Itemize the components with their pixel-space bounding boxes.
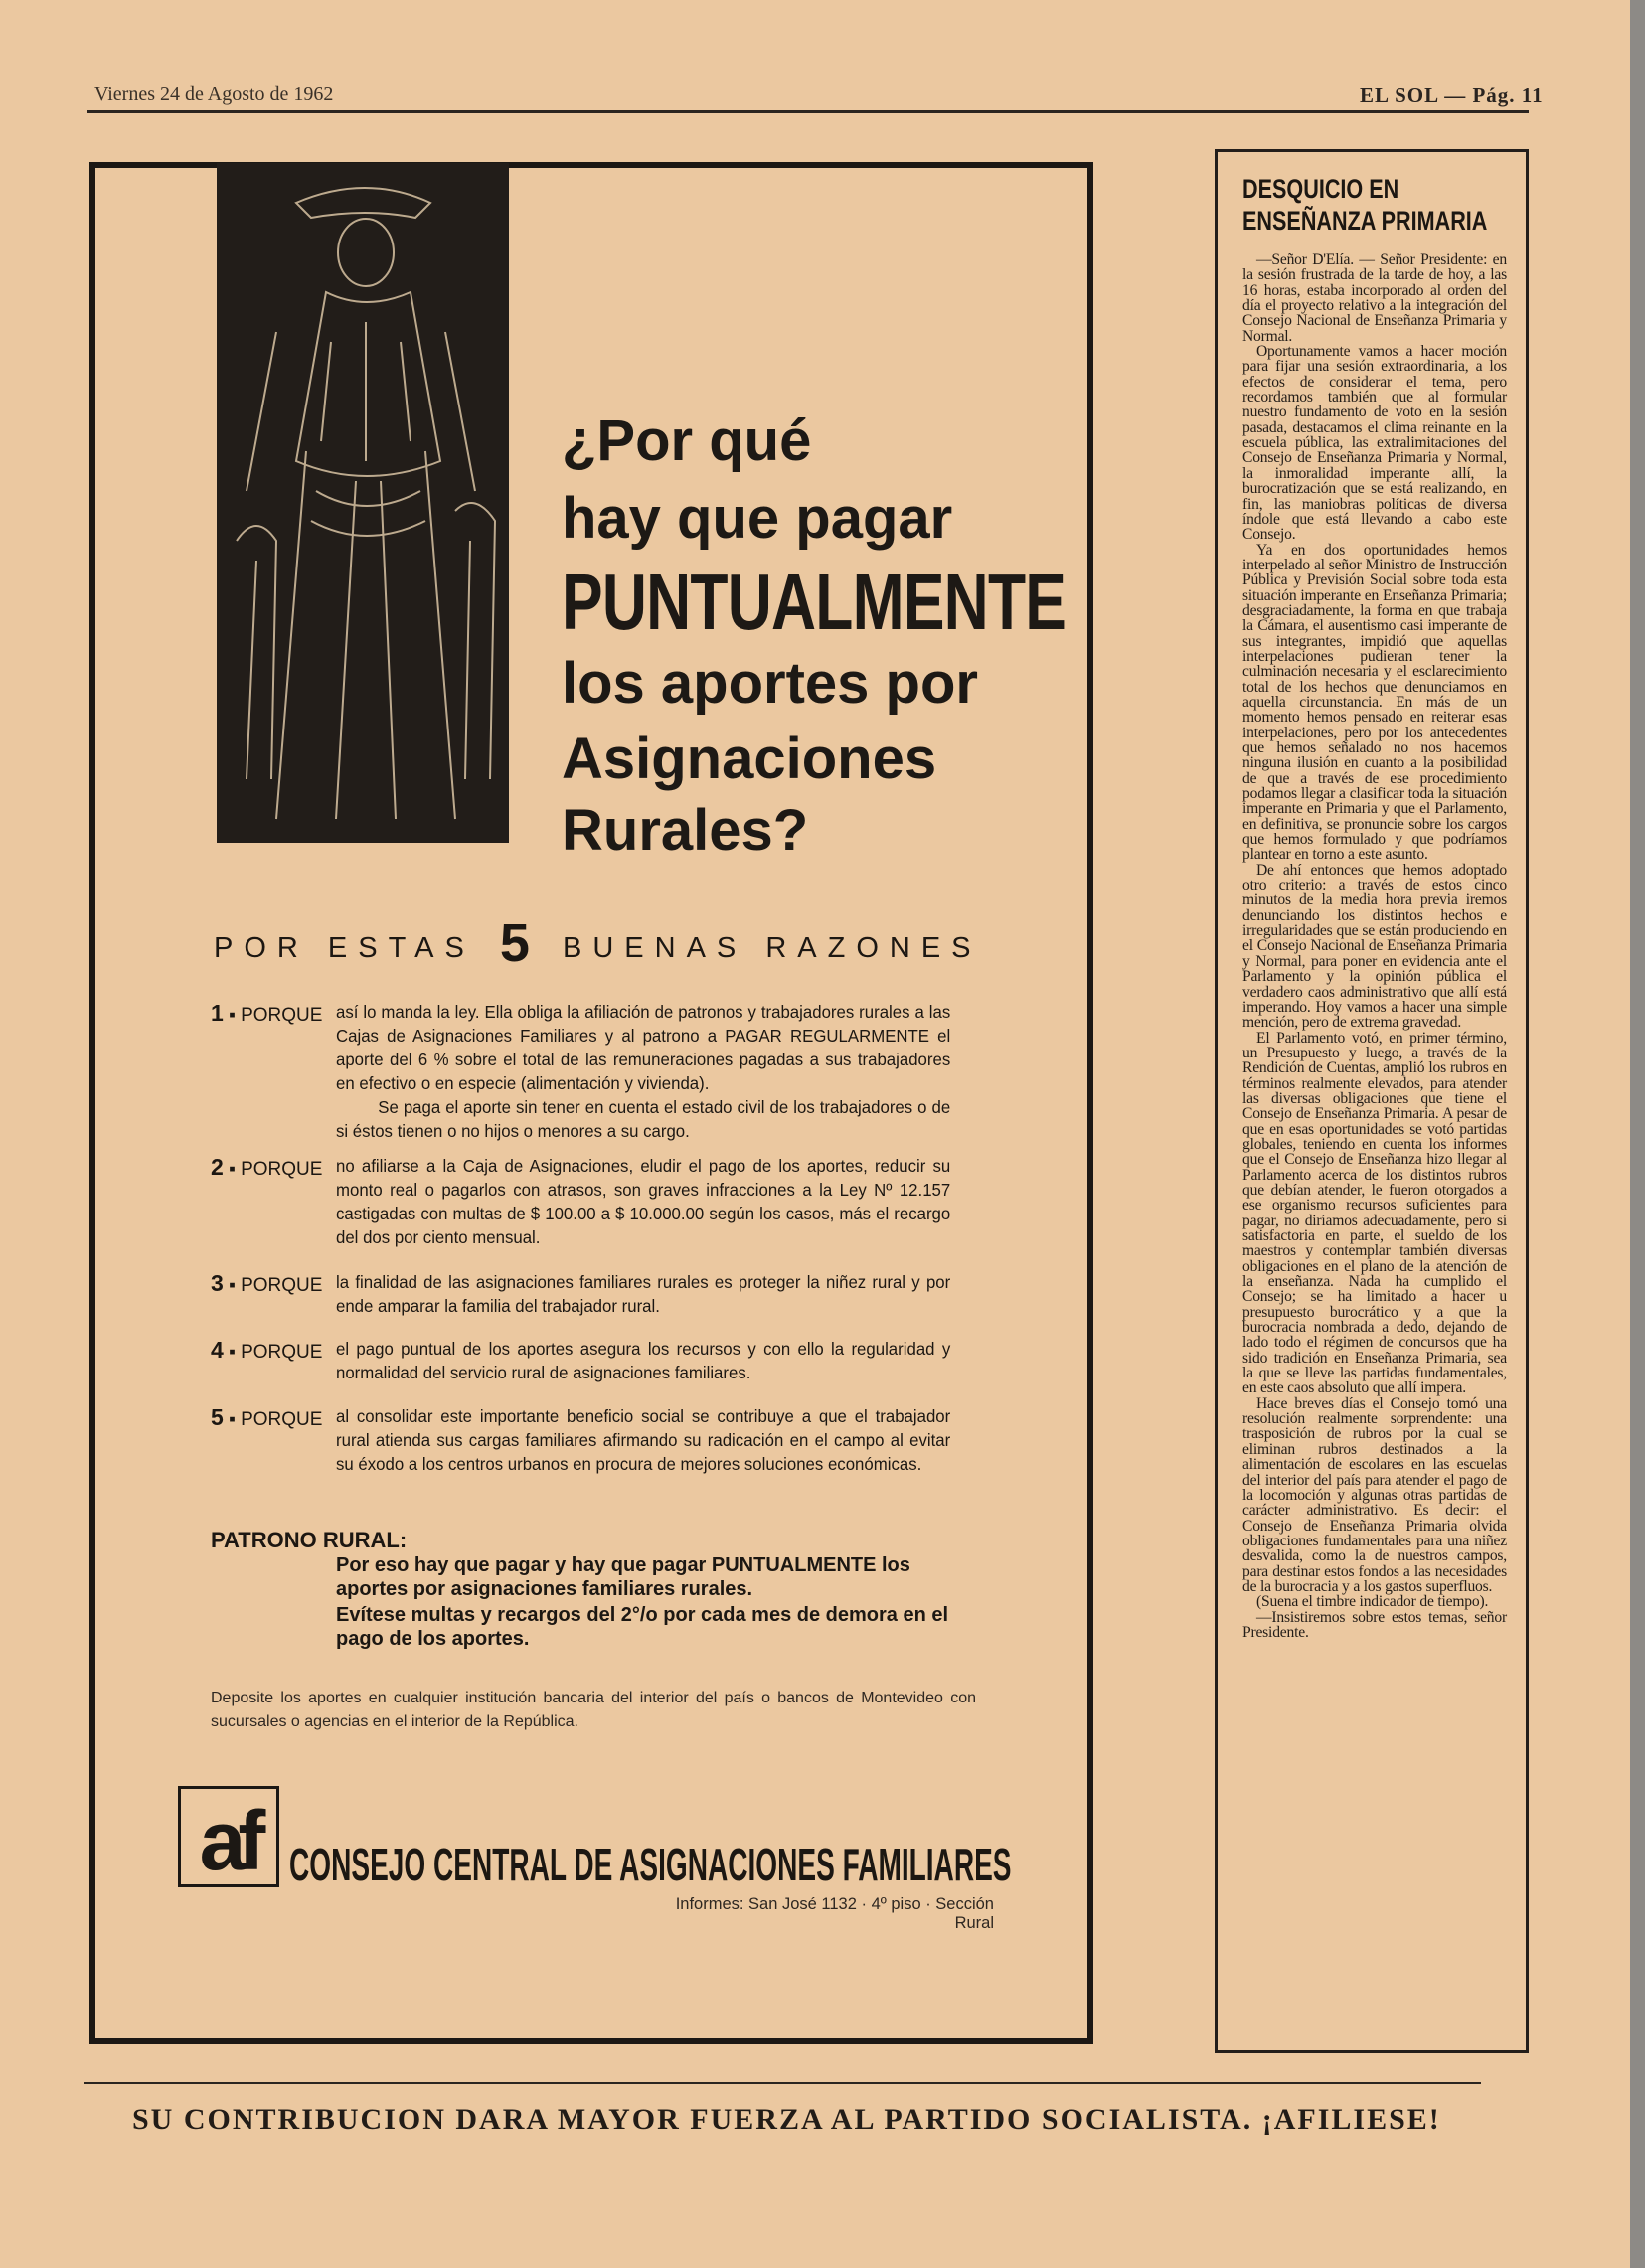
gaucho-woodcut-illustration — [217, 163, 509, 843]
article-paragraph: Ya en dos oportunidades hemos interpelado al señor Ministro de Instrucción Pública y Previsión Social sobre toda esta situación imperante en Enseñanza Primaria; desgraciadamente, la forma en que trabaja la Cámara, el ausentismo casi imperante de sus integrantes, impidió que aquellas interpelaciones pudieran tener la culminación necesaria y el esclarecimiento total de los hechos que denunciamos en aquella circunstancia. En más de un momento hemos pensado en reiterar esas interpelaciones, pero por los antecedentes que hemos señalado no nos hacemos ninguna ilusión en cuanto a la posibilidad de que a través de ese procedimiento podamos llegar a clasificar toda la situación imperante en Primaria y que el Parlamento, en definitiva, se pronuncie sobre los cargos que hemos formulado y que podríamos plantear en torno a este asunto. — [1242, 541, 1507, 864]
article-title — [1242, 173, 1487, 237]
reason-text: la finalidad de las asignaciones familiares rurales es proteger la niñez rural y por ende amparar la familia del trabajador rural. — [336, 1272, 951, 1316]
article-paragraph: —Insistiremos sobre estos temas, señor Presidente. — [1242, 1608, 1507, 1641]
article-title-line: DESQUICIO EN — [1242, 174, 1399, 204]
footer-slogan: SU CONTRIBUCION DARA MAYOR FUERZA AL PARTIDO SOCIALISTA. ¡AFILIESE! — [132, 2103, 1441, 2136]
reason-label: PORQUE — [241, 1409, 323, 1430]
patrono-text: Por eso hay que pagar y hay que pagar PUNTUALMENTE los aportes por asignaciones familiares rurales. — [336, 1554, 910, 1600]
patrono-rural-label: PATRONO RURAL: — [211, 1528, 408, 1552]
reason-item: 2 ▪ PORQUE no afiliarse a la Caja de Asignaciones, eludir el pago de los aportes, reducir su monto real o pagarlos con atrasos, son graves infracciones a la Ley Nº 12.157 castigadas con multas de $ 100.00 a $ 10.000.00 según los casos, más el recargo del dos por ciento mensual. — [211, 1154, 951, 1247]
reason-label: PORQUE — [241, 1159, 323, 1180]
article-paragraph: (Suena el timbre indicador de tiempo). — [1256, 1593, 1489, 1611]
article-paragraph: —Señor D'Elía. — Señor Presidente: en la sesión frustrada de la tarde de hoy, a las 16 horas, estaba incorporado al orden del día el proyecto relativo a la integración del Consejo Nacional de Enseñanza Primaria y Normal. — [1242, 251, 1507, 345]
article-title-line: ENSEÑANZA PRIMARIA — [1242, 206, 1488, 236]
caf-logo — [178, 1786, 279, 1887]
ad-headline-line: Asignaciones — [562, 727, 937, 791]
reason-item: 1 ▪ PORQUE así lo manda la ley. Ella obliga la afiliación de patronos y trabajadores rurales a las Cajas de Asignaciones Familiares y al patrono a PAGAR REGULARMENTE el aporte del 6 % sobre el total de las remuneraciones pagadas a sus trabajadores en efectivo o en especie (alimentación y vivienda). Se paga el aporte sin tener en cuenta el estado civil de los trabajadores o de si éstos tienen o no hijos o menores a su cargo. — [211, 1000, 951, 1141]
article-paragraph: Hace breves días el Consejo tomó una resolución realmente sorprendente: una trasposición de rubros por la cual se eliminan rubros destinados a la alimentación de escolares en las escuelas del interior del país para atender el pago de la locomoción y algunas otras partidas de carácter administrativo. Es decir: el Consejo de Enseñanza Primaria olvida obligaciones fundamentales para una niñez desvalida, como la de nuestros campos, para destinar estos fondos a las necesidades de la burocracia y a los gastos superfluos. — [1242, 1394, 1507, 1595]
ad-headline-line: los aportes por — [562, 651, 978, 716]
reason-text: Se paga el aporte sin tener en cuenta el estado civil de los trabajadores o de si éstos tienen o no hijos o menores a su cargo. — [336, 1097, 951, 1141]
reason-item: 3 ▪ PORQUE la finalidad de las asignaciones familiares rurales es proteger la niñez rural y por ende amparar la familia del trabajador rural. — [211, 1270, 951, 1316]
ad-headline-line: hay que pagar — [562, 486, 953, 551]
ad-headline-line: ¿Por qué — [562, 408, 812, 473]
article-body — [1242, 252, 1507, 1640]
ad-headline-line: Rurales? — [562, 798, 809, 863]
reason-text: así lo manda la ley. Ella obliga la afiliación de patronos y trabajadores rurales a las Cajas de Asignaciones Familiares y al patrono a PAGAR REGULARMENTE el aporte del 6 % sobre el total de las remuneraciones pagadas a sus trabajadores en efectivo o en especie (alimentación y vivienda). — [336, 1002, 951, 1093]
reason-label: PORQUE — [241, 1005, 323, 1026]
reason-number: 1 — [211, 1000, 224, 1026]
reason-number: 2 — [211, 1154, 224, 1180]
reason-number: 4 — [211, 1337, 224, 1363]
patrono-text: Evítese multas y recargos del 2°/o por cada mes de demora en el pago de los aportes. — [336, 1604, 949, 1650]
organization-name: CONSEJO CENTRAL DE ASIGNACIONES FAMILIARES — [289, 1839, 1012, 1890]
article-paragraph: De ahí entonces que hemos adoptado otro criterio: a través de estos cinco minutos de la media hora previa iremos denunciando los distintos hechos e irregularidades que se están produciendo en el Consejo Nacional de Enseñanza Primaria y Normal, para poner en evidencia ante el Parlamento y la opinión pública el verdadero caos administrativo que allí está imperando. Hoy vamos a hacer una simple mención, pero de extrema gravedad. — [1242, 861, 1507, 1032]
reasons-heading-before: POR ESTAS — [214, 932, 475, 964]
deposit-note: Deposite los aportes en cualquier institución bancaria del interior del país o bancos de Montevideo con sucursales o agencias en el interior de la República. — [211, 1690, 976, 1730]
reason-label: PORQUE — [241, 1342, 323, 1363]
logo-lettering: af — [199, 1794, 258, 1887]
reason-number: 3 — [211, 1270, 224, 1296]
article-paragraph: El Parlamento votó, en primer término, un Presupuesto y luego, a través de la Rendición de Cuentas, amplió los rubros en términos realmente elevados, para atender las diversas obligaciones que tiene el Consejo de Enseñanza Primaria. A pesar de que en esas oportunidades se votó partidas globales, teniendo en cuenta los informes que el Consejo de Enseñanza hizo llegar al Parlamento acerca de los distintos rubros que debían atender, le fueron otorgados a ese organismo recursos suficientes para pagar, no diríamos adecuadamente, pero sí satisfactoria en parte, el sueldo de los maestros y contemplar también diversas obligaciones en el plano de la atención de la enseñanza. Nada ha cumplido el Consejo; se ha limitado a hacer u presupuesto burocrático y a que la burocracia nombrada a dedo, dejando de lado todo el régimen de concursos que ha sido tradición en Enseñanza Primaria, sea la que se lleve las partidas fundamentales, en este caos absoluto que allí impera. — [1242, 1029, 1507, 1397]
footer-rule — [84, 2082, 1481, 2084]
article-paragraph: Oportunamente vamos a hacer moción para fijar una sesión extraordinaria, a los efectos de considerar el tema, pero recordamos también que al formular nuestro fundamento de voto en la sesión pasada, destacamos el clima reinante en la escuela pública, las extralimitaciones del Consejo de Enseñanza Primaria y Normal, la inmoralidad imperante allí, la burocratización que se está realizando, en fin, las maniobras políticas de diversa índole que está llevando a cabo este Consejo. — [1242, 343, 1507, 544]
reason-text: el pago puntual de los aportes asegura los recursos y con ello la regularidad y normalidad del servicio rural de asignaciones familiares. — [336, 1339, 951, 1382]
reason-text: no afiliarse a la Caja de Asignaciones, eludir el pago de los aportes, reducir su monto real o pagarlos con atrasos, son graves infracciones a la Ley Nº 12.157 castigadas con multas de $ 100.00 a $ 10.000.00 según los casos, más el recargo del dos por ciento mensual. — [336, 1156, 951, 1247]
organization-info: Informes: San José 1132 · 4º piso · Sección Rural — [675, 1895, 994, 1932]
reason-item: 4 ▪ PORQUE el pago puntual de los aportes asegura los recursos y con ello la regularidad y normalidad del servicio rural de asignaciones familiares. — [211, 1337, 951, 1382]
reason-label: PORQUE — [241, 1275, 323, 1296]
reason-item: 5 ▪ PORQUE al consolidar este importante beneficio social se contribuye a que el trabajador rural atienda sus cargas familiares afirmando su radicación en el campo al evitar su éxodo a los centros urbanos en procura de mejores soluciones económicas. — [211, 1404, 951, 1474]
reasons-heading-after: BUENAS RAZONES — [563, 932, 982, 964]
newspaper-page-label: EL SOL — Pág. 11 — [1360, 83, 1544, 107]
reason-text: al consolidar este importante beneficio social se contribuye a que el trabajador rural atienda sus cargas familiares afirmando su radicación en el campo al evitar su éxodo a los centros urbanos en procura de mejores soluciones económicas. — [336, 1406, 951, 1474]
reasons-heading — [214, 912, 982, 974]
reason-number: 5 — [211, 1404, 224, 1430]
page-date: Viernes 24 de Agosto de 1962 — [94, 83, 334, 105]
scan-edge — [1630, 0, 1645, 2268]
reasons-count: 5 — [499, 913, 530, 973]
patrono-rural-message — [336, 1553, 972, 1653]
ad-headline-emphasis: PUNTUALMENTE — [562, 558, 1067, 646]
header-rule — [87, 110, 1529, 113]
